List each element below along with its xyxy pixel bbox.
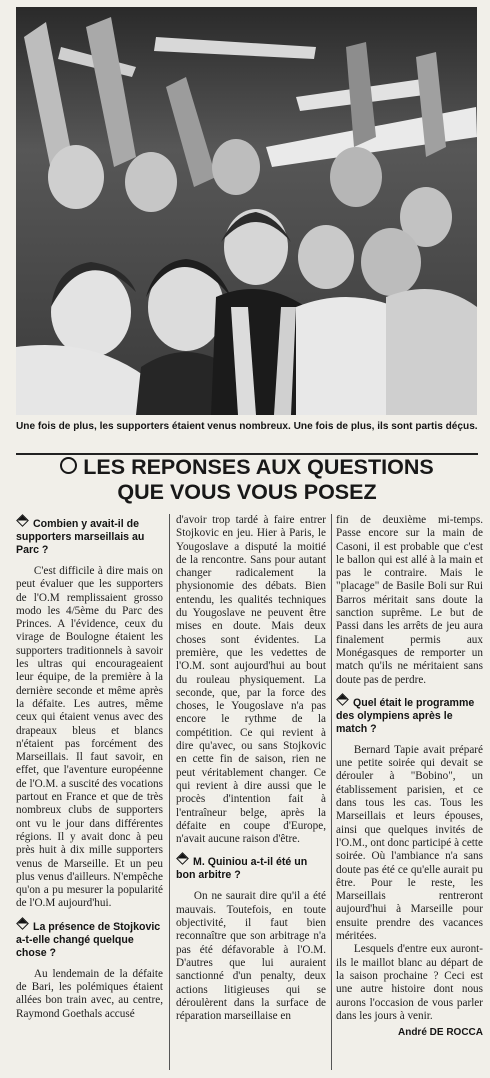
column-2: [176, 514, 326, 1070]
answer-paragraph: d'avoir trop tardé à faire entrer Stojkovic en jeu. Hier à Paris, le Yougoslave a disputé la moitié de la rencontre. Sans pour autant changer radicalement la physionomie des débats. Bien entendu, les qualités techniques du Yougoslave ne peuvent être mises en doute. Mais deux choses sont évidentes. La première, que les vedettes de l'O.M. sont aujourd'hui au bout du rouleau physiquement. La seconde, que, par la force des choses, le Yougoslave n'a pas encore le rythme de la compétition. Ce qui revient à dire qu'avec, ou sans Stojkovic en cette fin de saison, rien ne peut véritablement changer. Ce qui revient à dire aussi que le procès d'intention fait à l'entraîneur belge, après la défaite en coupe d'Europe, n'avait aucune raison d'être.: [176, 514, 326, 846]
question-heading: Combien y avait-il de supporters marseillais au Parc ?: [16, 516, 163, 557]
article-headline: [16, 453, 478, 512]
diamond-bullet-icon: [16, 514, 29, 527]
photo-illustration: [16, 7, 477, 415]
answer-paragraph: Lesquels d'entre eux auront-ils le maillot blanc au départ de la saison prochaine ? Ceci est une autre histoire dont nous aurons l'occasion de vous parler dans les jours à venir.: [336, 943, 483, 1022]
question-heading: M. Quiniou a-t-il été un bon arbitre ?: [176, 854, 326, 882]
answer-paragraph: C'est difficile à dire mais on peut évaluer que les supporters de l'O.M remplissaient grosso modo les 4/5ème du Parc des Princes. A l'évidence, ceux du virage de Boulogne étaient les supporters traditionnels à savoir les ultras qui encourageaient leur équipe, de la première à la dernière seconde et même après la défaite. Les autres, même ceux qui étaient venus avec des drapeaux bleus et blancs n'étaient pas forcément des Marseillais. Il faut savoir, en effet, que l'aventure européenne de l'O.M. a suscité des vocations partout en France et que de très nombreux clubs de supporters ont vu le jour dans différentes régions. Il y avait donc à peu près huit à dix mille supporters venus de Marseille. Et un peu plus venus d'ailleurs. N'empêche qu'on a pu mesurer la popularité de l'O.M aujourd'hui.: [16, 565, 163, 910]
headline-line1: LES REPONSES AUX QUESTIONS: [83, 455, 434, 479]
answer-paragraph: Au lendemain de la défaite de Bari, les polémiques étaient allées bon train avec, au centre, Raymond Goethals accusé: [16, 967, 163, 1020]
column-3: [336, 514, 483, 1070]
answer-paragraph: fin de deuxième mi-temps. Passe encore sur la main de Casoni, il est probable que c'est le ballon qui est allé à la main et pas le contraire. Mais le "placage" de Basile Boli sur Rui Barros méritait sans doute la sanction suprême. Le but de Passi dans les arrêts de jeu aura finalement permis aux Monégasques de remporter un match qu'ils ne méritaient sans doute pas de perdre.: [336, 514, 483, 686]
answer-paragraph: Bernard Tapie avait préparé une petite soirée qui devait se dérouler à "Bobino", un établissement parisien, et ce dans tous les cas. Tous les Marseillais et leurs épouses, ainsi que quelques invités de l'O.M., ont donc participé à cette soirée. Où l'ambiance n'a sans doute pas été ce qu'elle aurait pu être. Pour le reste, les Marseillais rentreront aujourd'hui à Marseille pour ensuite prendre des vacances méritées.: [336, 743, 483, 943]
supporters-photo: [16, 7, 477, 415]
question-heading: La présence de Stojkovic a-t-elle changé quelque chose ?: [16, 919, 163, 960]
diamond-bullet-icon: [336, 693, 349, 706]
column-divider: [169, 514, 170, 1070]
question-heading: Quel était le programme des olympiens après le match ?: [336, 695, 483, 736]
photo-caption: Une fois de plus, les supporters étaient venus nombreux. Une fois de plus, ils sont partis déçus.: [16, 421, 478, 432]
diamond-bullet-icon: [16, 917, 29, 930]
column-1: [16, 514, 163, 1070]
column-divider: [331, 514, 332, 1070]
diamond-bullet-icon: [176, 853, 189, 866]
circle-bullet-icon: [60, 457, 77, 474]
headline-line2: QUE VOUS VOUS POSEZ: [117, 480, 377, 504]
author-byline: André DE ROCCA: [397, 1027, 483, 1039]
answer-paragraph: On ne saurait dire qu'il a été mauvais. Toutefois, en toute objectivité, il faut bien reconnaître que son arbitrage n'a pas été défavorable à l'O.M. D'autres que lui auraient sanctionné d'un penalty, deux actions litigieuses qui se déroulèrent dans la surface de réparation marseillaise en: [176, 890, 326, 1023]
